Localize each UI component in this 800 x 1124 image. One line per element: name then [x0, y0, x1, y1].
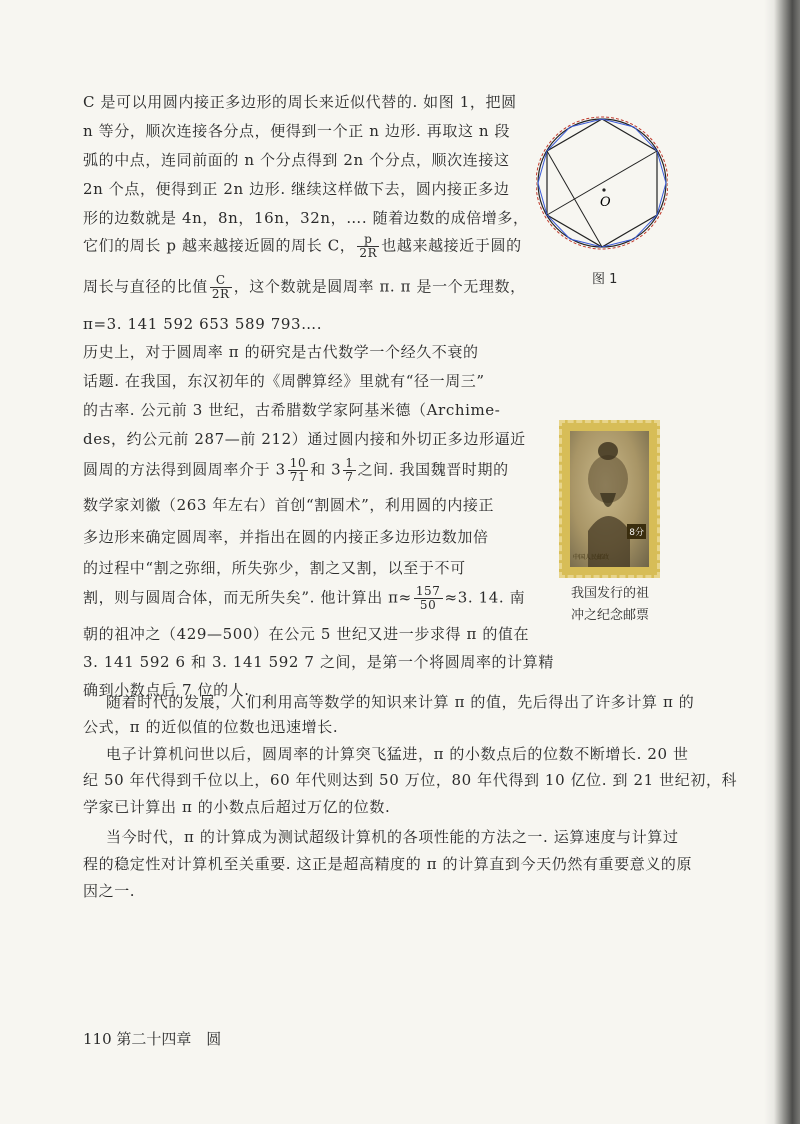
text-fragment: 和 3 — [310, 460, 342, 479]
stamp-caption-line: 冲之纪念邮票 — [570, 608, 649, 623]
figure-caption: 图 1 — [592, 272, 618, 287]
fraction-denominator: 2R — [359, 246, 378, 260]
fraction — [343, 457, 355, 484]
portrait-illustration — [570, 431, 649, 567]
text-line: 3. 141 592 6 和 3. 141 592 7 之间，是第一个将圆周率的计算精 — [83, 653, 554, 671]
page-footer — [83, 1028, 221, 1049]
text-line: 程的稳定性对计算机至关重要. 这正是超高精度的 π 的计算直到今天仍然有重要意义的原 — [83, 855, 693, 873]
text-line-with-fraction — [83, 584, 526, 612]
center-label: O — [600, 195, 611, 210]
fraction-denominator: 7 — [345, 470, 354, 484]
stamp-country-label: 中国人民邮政 — [573, 554, 610, 561]
text-line: 朝的祖冲之（429—500）在公元 5 世纪又进一步求得 π 的值在 — [83, 625, 530, 643]
zu-chongzhi-stamp — [559, 420, 660, 578]
text-line: 随着时代的发展，人们利用高等数学的知识来计算 π 的值，先后得出了许多计算 π 的 — [106, 693, 695, 711]
text-fragment: ，这个数就是圆周率 π. π 是一个无理数， — [233, 277, 526, 296]
text-fragment: 之间. 我国魏晋时期的 — [357, 460, 509, 479]
text-line: 形的边数就是 4n，8n，16n，32n，…. 随着边数的成倍增多， — [83, 209, 529, 227]
diagonal-line — [547, 151, 602, 247]
text-line: 数学家刘徽（263 年左右）首创“割圆术”，利用圆的内接正 — [83, 496, 495, 514]
text-line: 当今时代，π 的计算成为测试超级计算机的各项性能的方法之一. 运算速度与计算过 — [106, 828, 679, 846]
fraction-numerator: C — [210, 274, 232, 288]
text-line-with-fraction — [83, 457, 523, 484]
text-line: n 等分，顺次连接各分点，便得到一个正 n 边形. 再取这 n 段 — [83, 122, 511, 140]
center-point — [602, 188, 605, 191]
fraction-denominator: 2R — [211, 287, 230, 301]
stamp-denomination: 8分 — [627, 524, 646, 539]
text-line: C 是可以用圆内接正多边形的周长来近似代替的. 如图 1，把圆 — [83, 93, 517, 111]
text-line: 弧的中点，连同前面的 n 个分点得到 2n 个分点，顺次连接这 — [83, 151, 510, 169]
text-fragment: 它们的周长 p 越来越接近圆的周长 C， — [83, 236, 356, 255]
text-line: 的过程中“割之弥细，所失弥少，割之又割，以至于不可 — [83, 559, 466, 577]
fraction-numerator: 10 — [289, 456, 307, 470]
book-spine — [774, 0, 800, 1124]
fraction — [414, 585, 443, 612]
text-line: 学家已计算出 π 的小数点后超过万亿的位数. — [83, 798, 391, 816]
text-line: 确到小数点后 7 位的人. — [83, 681, 250, 699]
text-fragment: 割，则与圆周合体，而无所失矣”. 他计算出 π≈ — [83, 588, 412, 607]
fraction-denominator: 50 — [419, 598, 437, 612]
text-line: π=3. 141 592 653 589 793…. — [83, 315, 323, 333]
text-line: 2n 个点，便得到正 2n 边形. 继续这样做下去，圆内接正多边 — [83, 180, 510, 198]
text-line: des，约公元前 287—前 212）通过圆内接和外切正多边形逼近 — [83, 430, 526, 448]
text-line: 多边形来确定圆周率，并指出在圆的内接正多边形边数加倍 — [83, 528, 489, 546]
fraction — [288, 457, 308, 484]
fraction-numerator: 1 — [345, 456, 354, 470]
stamp-caption-line: 我国发行的祖 — [570, 586, 649, 601]
fraction-denominator: 71 — [289, 470, 307, 484]
text-line: 历史上，对于圆周率 π 的研究是古代数学一个经久不衰的 — [83, 343, 479, 361]
page-number: 110 — [83, 1030, 112, 1048]
text-fragment: 周长与直径的比值 — [83, 277, 208, 296]
text-line: 纪 50 年代得到千位以上，60 年代则达到 50 万位，80 年代得到 10 亿位. 到 21 世纪初，科 — [83, 771, 738, 789]
figure-inscribed-polygons — [536, 110, 668, 256]
text-line: 公式，π 的近似值的位数也迅速增长. — [83, 718, 339, 736]
fraction-numerator: p — [357, 233, 379, 247]
fraction-numerator: 157 — [415, 584, 441, 598]
stamp-portrait — [570, 431, 649, 567]
text-line: 的古率. 公元前 3 世纪，古希腊数学家阿基米德（Archime- — [83, 401, 501, 419]
page-edge-shadow — [764, 0, 774, 1124]
text-fragment: 圆周的方法得到圆周率介于 3 — [83, 460, 286, 479]
text-fragment: ≈3. 14. 南 — [444, 588, 526, 607]
chapter-label: 第二十四章 — [116, 1030, 192, 1048]
text-fragment: 也越来越接近于圆的 — [381, 236, 522, 255]
text-line: 电子计算机问世以后，圆周率的计算突飞猛进，π 的小数点后的位数不断增长. 20 世 — [106, 745, 689, 763]
text-line-with-fraction — [83, 273, 526, 301]
fraction — [357, 233, 379, 260]
section-label: 圆 — [206, 1030, 222, 1048]
fraction — [210, 274, 232, 301]
text-line: 因之一. — [83, 882, 136, 900]
text-line: 话题. 在我国，东汉初年的《周髀算经》里就有“径一周三” — [83, 372, 485, 390]
text-line-with-fraction — [83, 233, 523, 260]
